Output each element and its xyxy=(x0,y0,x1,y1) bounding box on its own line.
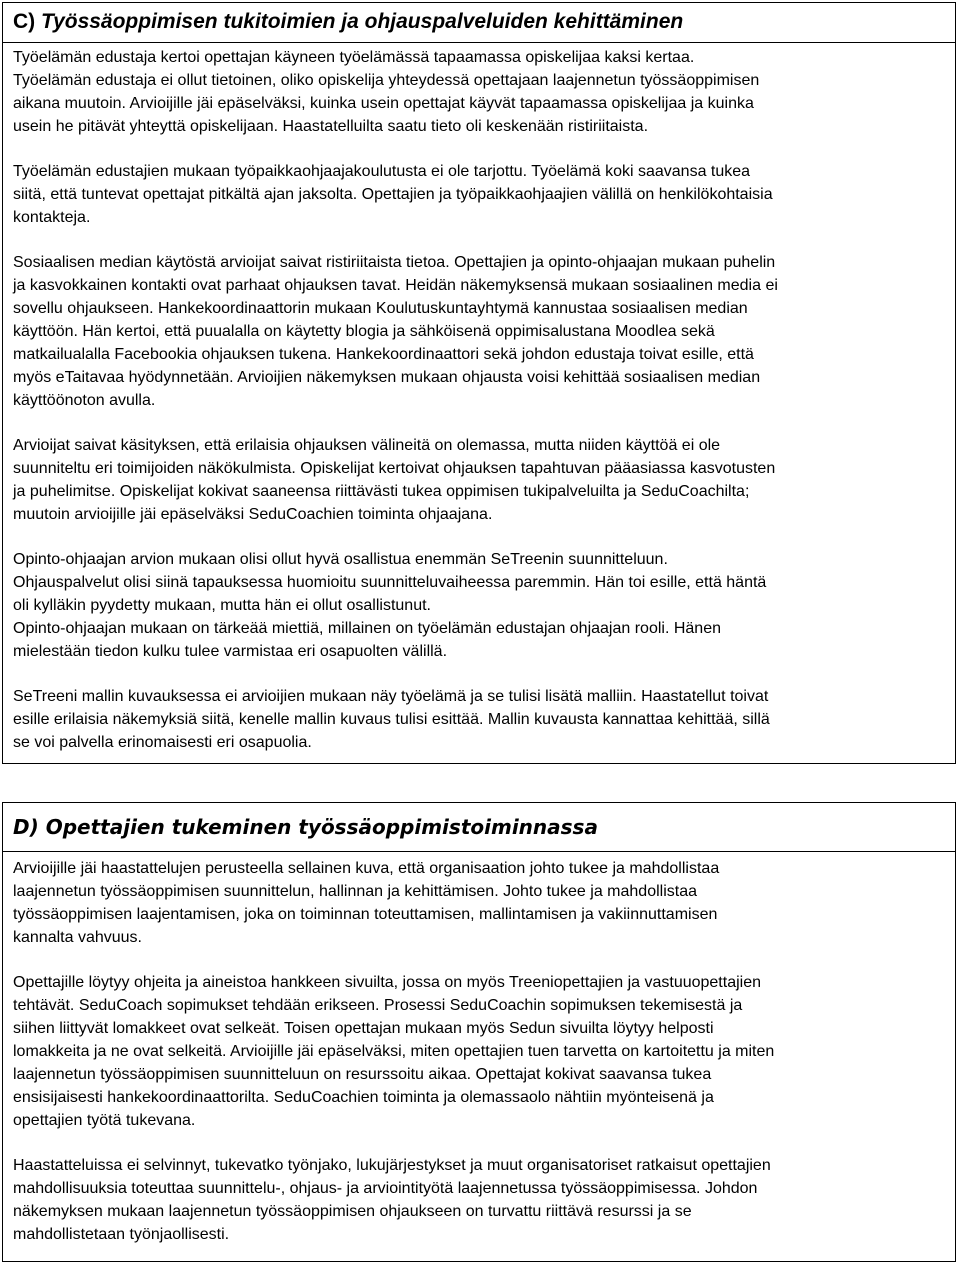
text-line: Sosiaalisen median käytöstä arvioijat saivat ristiriitaista tietoa. Opettajien ja opinto-ohjaajan mukaan puhelin xyxy=(13,254,776,271)
text-line: kontakteja. xyxy=(13,209,91,226)
paragraph xyxy=(13,434,955,526)
text-line: aikana muutoin. Arvioijille jäi epäselväksi, kuinka usein opettajat käyvät tapaamassa opiskelijaa ja kuinka xyxy=(13,95,754,112)
text-line: ja puhelimitse. Opiskelijat kokivat saaneensa riittävästi tukea oppimisen tukipalveluilta ja SeduCoachilta; xyxy=(13,483,750,500)
section-c-letter: C) xyxy=(13,10,36,33)
text-line: Ohjauspalvelut olisi siinä tapauksessa huomioitu suunnitteluvaiheessa paremmin. Hän toi esille, että häntä xyxy=(13,574,767,591)
text-line: oli kylläkin pyydetty mukaan, mutta hän ei ollut osallistunut. xyxy=(13,597,431,614)
section-d xyxy=(2,802,956,1262)
text-line: ja kasvokkainen kontakti ovat parhaat ohjauksen tavat. Heidän näkemyksensä mukaan sosiaalinen media ei xyxy=(13,277,778,294)
text-line: se voi palvella erinomaisesti eri osapuolia. xyxy=(13,734,312,751)
text-line: opettajien työtä tukevana. xyxy=(13,1112,196,1129)
section-d-title: Opettajien tukeminen työssäoppimistoiminnassa xyxy=(45,815,598,839)
text-line: laajennetun työssäoppimisen suunnitteluun on resurssoitu aikaa. Opettajat kokivat saavansa tukea xyxy=(13,1066,712,1083)
text-line: käyttöön. Hän kertoi, että puualalla on käytetty blogia ja sähköisenä oppimisalustana Moodlea sekä xyxy=(13,323,715,340)
paragraph xyxy=(13,548,955,663)
text-line: Työelämän edustajien mukaan työpaikkaohjaajakoulutusta ei ole tarjottu. Työelämä koki saavansa tukea xyxy=(13,163,751,180)
text-line: matkailualalla Facebookia ohjauksen tukena. Hankekoordinaattori sekä johdon edustaja toivat esille, että xyxy=(13,346,754,363)
paragraph xyxy=(13,971,955,1132)
text-line: Opinto-ohjaajan mukaan on tärkeää miettiä, millainen on työelämän edustajan ohjaajan rooli. Hänen xyxy=(13,620,721,637)
paragraph xyxy=(13,1154,955,1246)
text-line: siihen liittyvät lomakkeet ovat selkeät. Toisen opettajan mukaan myös Sedun sivuilta löytyy helposti xyxy=(13,1020,714,1037)
text-line: muutoin arvioijille jäi epäselväksi SeduCoachien toiminta ohjaajana. xyxy=(13,506,493,523)
paragraph xyxy=(13,251,955,412)
text-line: usein he pitävät yhteyttä opiskelijaan. Haastatelluilta saatu tieto oli keskenään ristiriitaista. xyxy=(13,118,649,135)
section-d-header xyxy=(3,803,955,852)
text-line: suunniteltu eri toimijoiden näkökulmista. Opiskelijat kertoivat ohjauksen tapahtuvan pääasiassa kasvotusten xyxy=(13,460,776,477)
text-line: sovellu ohjaukseen. Hankekoordinaattorin mukaan Koulutuskuntayhtymä kannustaa sosiaalisen median xyxy=(13,300,748,317)
text-line: Arvioijille jäi haastattelujen perusteella sellainen kuva, että organisaation johto tukee ja mahdollistaa xyxy=(13,860,720,877)
text-line: siitä, että tuntevat opettajat pitkältä ajan jaksolta. Opettajien ja työpaikkaohjaajien välillä on henkilökohtaisia xyxy=(13,186,773,203)
text-line: esille erilaisia näkemyksiä siitä, kenelle mallin kuvaus tulisi esittää. Mallin kuvausta kannattaa kehittää, sillä xyxy=(13,711,770,728)
section-c-body xyxy=(3,43,955,754)
text-line: Arvioijat saivat käsityksen, että erilaisia ohjauksen välineitä on olemassa, mutta niiden käyttöä ei ole xyxy=(13,437,721,454)
text-line: SeTreeni mallin kuvauksessa ei arvioijien mukaan näy työelämä ja se tulisi lisätä malliin. Haastatellut toivat xyxy=(13,688,769,705)
text-line: mahdollisuuksia toteuttaa suunnittelu-, ohjaus- ja arviointityötä laajennetussa työssäoppimisessa. Johdon xyxy=(13,1180,758,1197)
section-c xyxy=(2,2,956,764)
text-line: mielestään tiedon kulku tulee varmistaa eri osapuolten välillä. xyxy=(13,643,448,660)
text-line: Työelämän edustaja kertoi opettajan käyneen työelämässä tapaamassa opiskelijaa kaksi kertaa. xyxy=(13,49,695,66)
section-c-header xyxy=(3,3,955,43)
text-line: Opinto-ohjaajan arvion mukaan olisi ollut hyvä osallistua enemmän SeTreenin suunnitteluun. xyxy=(13,551,668,568)
text-line: tehtävät. SeduCoach sopimukset tehdään erikseen. Prosessi SeduCoachin sopimuksen tekemisestä ja xyxy=(13,997,743,1014)
text-line: Haastatteluissa ei selvinnyt, tukevatko työnjako, lukujärjestykset ja muut organisatoriset ratkaisut opettajien xyxy=(13,1157,771,1174)
text-line: Työelämän edustaja ei ollut tietoinen, oliko opiskelija yhteydessä opettajaan laajennetun työssäoppimisen xyxy=(13,72,760,89)
text-line: ensisijaisesti hankekoordinaattorilta. SeduCoachien toiminta ja olemassaolo nähtiin myönteisenä ja xyxy=(13,1089,714,1106)
paragraph xyxy=(13,685,955,754)
paragraph xyxy=(13,160,955,229)
text-line: näkemyksen mukaan laajennetun työssäoppimisen ohjaukseen on turvattu riittävä resurssi ja se xyxy=(13,1203,692,1220)
paragraph xyxy=(13,857,955,949)
text-line: lomakkeita ja ne ovat selkeitä. Arvioijille jäi epäselväksi, miten opettajien tuen tarvetta on kartoitettu ja miten xyxy=(13,1043,775,1060)
text-line: kannalta vahvuus. xyxy=(13,929,142,946)
section-d-letter: D) xyxy=(13,815,39,839)
text-line: myös eTaitavaa hyödynnetään. Arvioijien näkemyksen mukaan ohjausta voisi kehittää sosiaalisen median xyxy=(13,369,761,386)
text-line: mahdollistetaan työnjaollisesti. xyxy=(13,1226,230,1243)
section-c-title: Työssäoppimisen tukitoimien ja ohjauspalveluiden kehittäminen xyxy=(41,10,684,33)
text-line: käyttöönoton avulla. xyxy=(13,392,156,409)
text-line: Opettajille löytyy ohjeita ja aineistoa hankkeen sivuilta, jossa on myös Treeniopettajien ja vastuuopettajien xyxy=(13,974,761,991)
text-line: laajennetun työssäoppimisen suunnittelun, hallinnan ja kehittämisen. Johto tukee ja mahdollistaa xyxy=(13,883,697,900)
paragraph xyxy=(13,46,955,138)
text-line: työssäoppimisen laajentamisen, joka on toiminnan toteuttamisen, mallintamisen ja vakiinnuttamisen xyxy=(13,906,718,923)
section-d-body xyxy=(3,852,955,1246)
